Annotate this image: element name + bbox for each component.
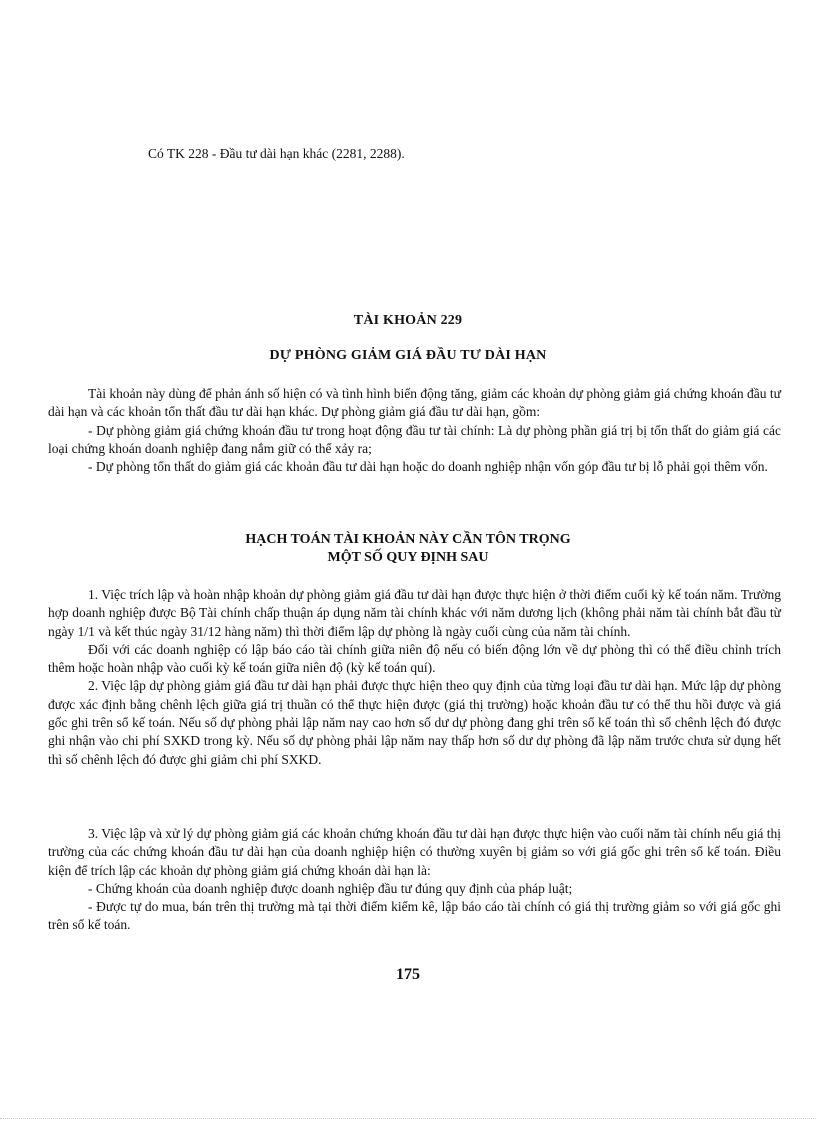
intro-section (48, 385, 781, 476)
account-subtitle: DỰ PHÒNG GIẢM GIÁ ĐẦU TƯ DÀI HẠN (269, 348, 547, 363)
rule-paragraph: Đối với các doanh nghiệp có lập báo cáo tài chính giữa niên độ nếu có biến động lớn về dự phòng thì có thể điều chỉnh trích thêm hoặc hoàn nhập vào cuối kỳ kế toán giữa niên độ (kỳ kế toán quí). (48, 641, 781, 676)
intro-bullet: - Dự phòng giảm giá chứng khoán đầu tư trong hoạt động đầu tư tài chính: Là dự phòng phần giá trị bị tổn thất do giảm giá các loại chứng khoán doanh nghiệp đang nắm giữ có thể xảy ra; (48, 422, 781, 456)
page-number: 175 (396, 966, 420, 983)
intro-bullet: - Dự phòng tổn thất do giảm giá các khoản đầu tư dài hạn hoặc do doanh nghiệp nhận vốn góp đầu tư bị lỗ phải gọi thêm vốn. (88, 459, 768, 475)
rules-heading-line-2: MỘT SỐ QUY ĐỊNH SAU (327, 550, 489, 565)
rule-bullet: - Chứng khoán của doanh nghiệp được doanh nghiệp đầu tư đúng quy định của pháp luật; (88, 880, 573, 896)
intro-paragraph: Tài khoản này dùng để phản ánh số hiện có và tình hình biến động tăng, giảm các khoản dự phòng giảm giá chứng khoán đầu tư dài hạn và các khoản tổn thất đầu tư dài hạn khác. Dự phòng giảm giá đầu tư dài hạn, gồm: (48, 386, 781, 420)
page-bottom-divider (0, 1118, 816, 1119)
rules-section-b (48, 825, 781, 935)
rules-heading (0, 531, 816, 567)
rule-paragraph: 2. Việc lập dự phòng giảm giá đầu tư dài hạn phải được thực hiện theo quy định của từng loại đầu tư dài hạn. Mức lập dự phòng được xác định bằng chênh lệch giữa giá trị thuần có thể thực hiện được (giá thị trường) hoặc khoản đầu tư có thể thu hồi được và giá gốc ghi trên sổ kế toán. Nếu số dự phòng phải lập năm nay cao hơn số dư dự phòng đang ghi trên sổ kế toán thì số chênh lệch đó được ghi nhận vào chi phí SXKD trong kỳ. Nếu số dự phòng phải lập năm nay thấp hơn số dư dự phòng đã lập năm trước chưa sử dụng hết thì số chênh lệch đó được ghi giảm chi phí SXKD. (48, 678, 781, 767)
journal-entry-line: Có TK 228 - Đầu tư dài hạn khác (2281, 2288). (148, 146, 405, 161)
rules-section-a (48, 586, 781, 769)
account-title: TÀI KHOẢN 229 (353, 313, 463, 328)
rule-bullet: - Được tự do mua, bán trên thị trường mà tại thời điểm kiểm kê, lập báo cáo tài chính có giá thị trường giảm so với giá gốc ghi trên sổ kế toán. (48, 899, 781, 933)
rule-paragraph: 3. Việc lập và xử lý dự phòng giảm giá các khoản chứng khoán đầu tư dài hạn được thực hiện vào cuối năm tài chính nếu giá thị trường của các chứng khoán đầu tư dài hạn của doanh nghiệp hiện có thường xuyên bị giảm so với giá gốc ghi trên sổ kế toán. Điều kiện để trích lập các khoản dự phòng giảm giá chứng khoán dài hạn là: (48, 826, 781, 878)
rule-paragraph: 1. Việc trích lập và hoàn nhập khoản dự phòng giảm giá đầu tư dài hạn được thực hiện ở thời điểm cuối kỳ kế toán năm. Trường hợp doanh nghiệp được Bộ Tài chính chấp thuận áp dụng năm tài chính khác với năm dương lịch (không phải năm tài chính bắt đầu từ ngày 1/1 và kết thúc ngày 31/12 hàng năm) thì thời điểm lập dự phòng là ngày cuối cùng của năm tài chính. (48, 587, 781, 639)
rules-heading-line-1: HẠCH TOÁN TÀI KHOẢN NÀY CẦN TÔN TRỌNG (245, 532, 571, 547)
